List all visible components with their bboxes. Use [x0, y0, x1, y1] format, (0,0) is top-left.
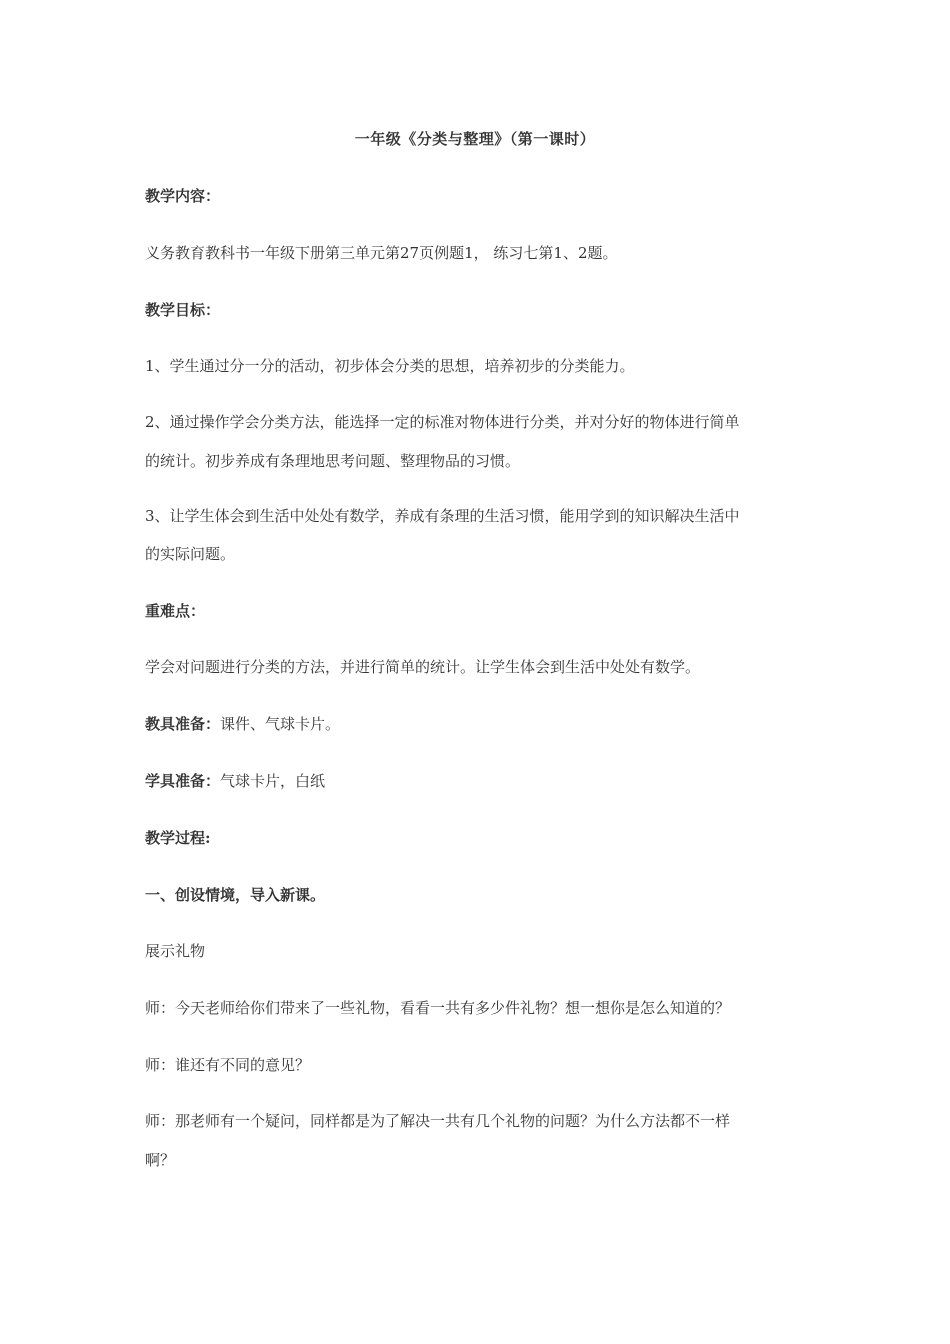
content-text: 义务教育教科书一年级下册第三单元第27页例题1， 练习七第1、2题。	[145, 244, 618, 262]
document-title: 一年级《分类与整理》（第一课时）	[354, 130, 596, 148]
goal-2-line-1: 2、通过操作学会分类方法，能选择一定的标准对物体进行分类，并对分好的物体进行简单	[145, 413, 740, 431]
show-gifts-text: 展示礼物	[145, 942, 206, 960]
goal-2-line-2: 的统计。初步养成有条理地思考问题、整理物品的习惯。	[145, 452, 521, 470]
student-tools-label: 学具准备：	[145, 772, 221, 790]
key-points-text: 学会对问题进行分类的方法，并进行简单的统计。让学生体会到生活中处处有数学。	[145, 658, 701, 676]
section-1-heading: 一、创设情境，导入新课。	[145, 886, 326, 904]
teacher-line-1: 师：今天老师给你们带来了一些礼物，看看一共有多少件礼物？想一想你是怎么知道的？	[145, 999, 731, 1017]
goal-3-line-2: 的实际问题。	[145, 545, 236, 563]
goals-heading: 教学目标：	[145, 301, 221, 319]
student-tools	[145, 771, 815, 791]
goal-1: 1、学生通过分一分的活动，初步体会分类的思想，培养初步的分类能力。	[145, 357, 635, 375]
student-tools-text: 气球卡片，白纸	[220, 772, 326, 790]
key-points-heading: 重难点：	[145, 602, 206, 620]
process-heading: 教学过程:	[145, 829, 211, 847]
teacher-tools	[145, 714, 815, 734]
content-heading: 教学内容：	[145, 187, 221, 205]
teacher-tools-label: 教具准备：	[145, 715, 221, 733]
teacher-line-3-part-1: 师：那老师有一个疑问，同样都是为了解决一共有几个礼物的问题？为什么方法都不一样	[145, 1112, 731, 1130]
teacher-line-3-part-2: 啊？	[145, 1151, 176, 1169]
teacher-tools-text: 课件、气球卡片。	[220, 715, 341, 733]
goal-3-line-1: 3、让学生体会到生活中处处有数学，养成有条理的生活习惯，能用学到的知识解决生活中	[145, 507, 740, 525]
teacher-line-2: 师：谁还有不同的意见？	[145, 1056, 311, 1074]
